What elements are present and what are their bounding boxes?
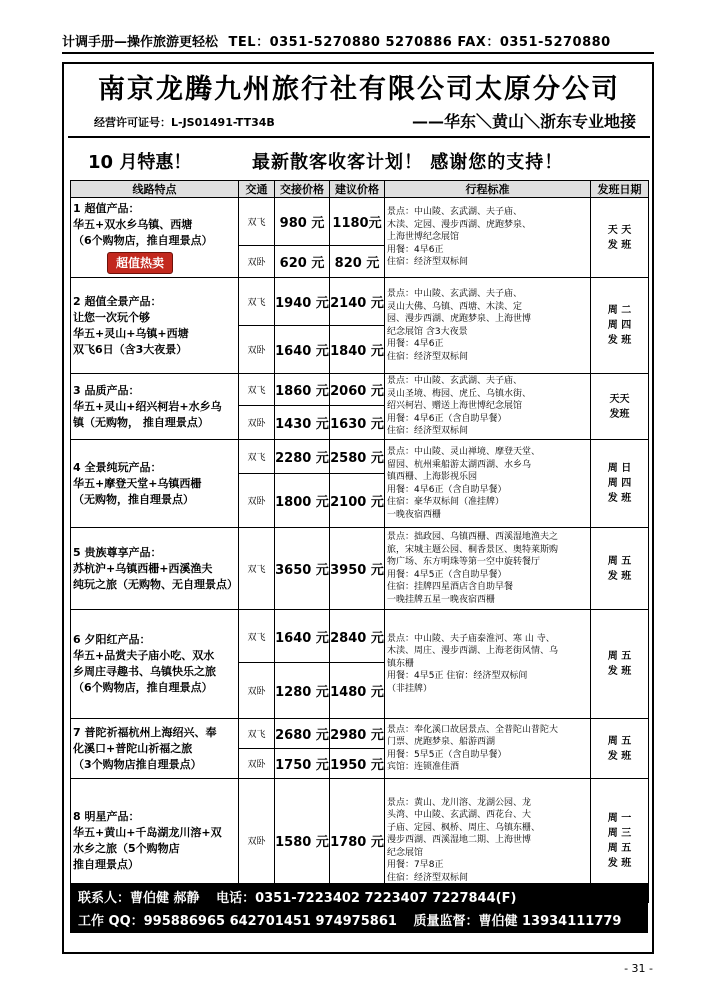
col-header-transport: 交通 (239, 181, 275, 198)
trade-price: 1860 元 (275, 374, 330, 406)
route-name-text: 7 普陀祈福杭州上海绍兴、奉 化溪口+普陀山祈福之旅 （3个购物店推自理景点） (73, 725, 217, 771)
trade-price: 1280 元 (275, 663, 330, 719)
table-row (71, 198, 649, 246)
route-name (71, 610, 239, 719)
col-header-itinerary: 行程标准 (385, 181, 591, 198)
footer-line-2 (78, 910, 621, 929)
transport-mode: 双卧 (239, 246, 275, 278)
promo-month: 10 月特惠！ (88, 152, 192, 173)
trade-price: 2280 元 (275, 440, 330, 474)
transport-mode: 双飞 (239, 198, 275, 246)
suggested-price: 1950 元 (330, 749, 385, 779)
route-name-text: 5 贵族尊享产品： 苏杭沪+乌镇西栅+西溪渔夫 纯玩之旅（无购物、无自理景点） (73, 545, 238, 591)
route-name-text: 4 全景纯玩产品： 华五+摩登天堂+乌镇西栅 （无购物，推自理景点） (73, 460, 202, 506)
transport-mode: 双飞 (239, 719, 275, 749)
trade-price: 620 元 (275, 246, 330, 278)
departure-days: 周 五 发 班 (591, 719, 649, 779)
suggested-price: 3950 元 (330, 528, 385, 610)
trade-price: 1750 元 (275, 749, 330, 779)
col-header-route: 线路特点 (71, 181, 239, 198)
suggested-price: 2060 元 (330, 374, 385, 406)
routes-table (70, 180, 649, 903)
contact-footer (70, 883, 648, 933)
table-header-row (71, 181, 649, 198)
suggested-price: 1180元 (330, 198, 385, 246)
suggested-price: 2140 元 (330, 278, 385, 326)
itinerary-standard: 景点：中山陵、玄武湖、夫子庙、 灵山圣境、梅园、虎丘、乌镇水街、 绍兴柯岩、赠送上海世博纪念展馆 用餐：4早6正（含自助早餐） 住宿：经济型双标间 (385, 374, 591, 440)
route-name (71, 719, 239, 779)
trade-price: 980 元 (275, 198, 330, 246)
transport-mode: 双卧 (239, 663, 275, 719)
top-header-bar (62, 34, 654, 54)
promo-tagline: 最新散客收客计划！ 感谢您的支持！ (252, 152, 564, 173)
trade-price: 3650 元 (275, 528, 330, 610)
route-name-text: 2 超值全景产品： 让您一次玩个够 华五+灵山+乌镇+西塘 双飞6日（含3大夜景） (73, 294, 189, 356)
departure-days: 周 日 周 四 发 班 (591, 440, 649, 528)
route-name-text: 6 夕阳红产品： 华五+品赏夫子庙小吃、双水 乡周庄寻趣书、乌镇快乐之旅 （6个购物店，推自理景点） (73, 633, 216, 694)
departure-days: 周 五 发 班 (591, 528, 649, 610)
work-qq: 工作 QQ：995886965 642701451 974975861 (78, 914, 397, 929)
departure-days: 周 一 周 三 周 五 发 班 (591, 779, 649, 903)
itinerary-standard: 景点：中山陵、玄武湖、夫子庙、 木渎、定园、漫步西湖、虎跑梦泉、 上海世博纪念展馆 用餐：4早6正 住宿：经济型双标间 (385, 198, 591, 278)
trade-price: 2680 元 (275, 719, 330, 749)
suggested-price: 820 元 (330, 246, 385, 278)
route-name (71, 528, 239, 610)
itinerary-standard: 景点：中山陵、玄武湖、夫子庙、 灵山大佛、乌镇、西塘、木渎、定 园、漫步西湖、虎跑梦泉、上海世博 纪念展馆 含3大夜景 用餐：4早6正 住宿：经济型双标间 (385, 278, 591, 374)
departure-days: 周 二 周 四 发 班 (591, 278, 649, 374)
header-contact: TEL：0351-5270880 5270886 FAX：0351-5270880 (228, 35, 611, 50)
col-header-departure: 发班日期 (591, 181, 649, 198)
trade-price: 1940 元 (275, 278, 330, 326)
suggested-price: 1480 元 (330, 663, 385, 719)
departure-days: 天天 发班 (591, 374, 649, 440)
table-row (71, 440, 649, 474)
quality-supervisor: 质量监督：曹伯健 13934111779 (413, 914, 622, 929)
itinerary-standard: 景点：拙政园、乌镇西栅、西溪湿地渔夫之 旅，宋城主题公园、桐香景区、奥特莱斯购 物广场、东方明珠等第一空中旋转餐厅 用餐：4早5正（含自助早餐） 住宿：挂牌四星酒店含自助早餐 一晚挂牌五星一晚夜宿西栅 (385, 528, 591, 610)
table-row (71, 528, 649, 610)
route-name (71, 278, 239, 374)
route-name (71, 198, 239, 278)
contact-phone: 电话：0351-7223402 7223407 7227844(F) (216, 891, 517, 906)
transport-mode: 双飞 (239, 374, 275, 406)
departure-days: 周 五 发 班 (591, 610, 649, 719)
page-number: - 31 - (624, 962, 653, 975)
suggested-price: 1630 元 (330, 406, 385, 440)
departure-days: 天 天 发 班 (591, 198, 649, 278)
itinerary-standard: 景点：奉化溪口故居景点、全普陀山普陀大 门票、虎跑梦泉、船游西湖 用餐：5早5正（含自助早餐） 宾馆：连锁准佳酒 (385, 719, 591, 779)
transport-mode: 双卧 (239, 749, 275, 779)
transport-mode: 双卧 (239, 779, 275, 903)
transport-mode: 双飞 (239, 278, 275, 326)
table-row (71, 719, 649, 749)
route-name (71, 374, 239, 440)
header-slogan: 计调手册—操作旅游更轻松 (62, 35, 219, 50)
trade-price: 1580 元 (275, 779, 330, 903)
trade-price: 1640 元 (275, 610, 330, 663)
transport-mode: 双卧 (239, 326, 275, 374)
route-name-text: 1 超值产品： 华五+双水乡乌镇、西塘 （6个购物店，推自理景点） (73, 202, 213, 247)
suggested-price: 2580 元 (330, 440, 385, 474)
suggested-price: 1780 元 (330, 779, 385, 903)
suggested-price: 2980 元 (330, 719, 385, 749)
itinerary-standard: 景点：中山陵、夫子庙泰淮河、寒 山 寺、 木渎、周庄、漫步西湖、上海老街风情、乌 镇东栅 用餐：4早5正 住宿：经济型双标间 （非挂牌） (385, 610, 591, 719)
page-frame (62, 62, 654, 954)
col-header-suggested-price: 建议价格 (330, 181, 385, 198)
company-specialty: ——华东＼黄山＼浙东专业地接 (411, 112, 636, 131)
trade-price: 1430 元 (275, 406, 330, 440)
suggested-price: 1840 元 (330, 326, 385, 374)
contact-person: 联系人：曹伯健 郝静 (78, 891, 200, 906)
suggested-price: 2840 元 (330, 610, 385, 663)
hot-sale-badge: 超值热卖 (107, 252, 173, 274)
route-name-text: 8 明星产品： 华五+黄山+千岛湖龙川溶+双 水乡之旅（5个购物店 推自理景点） (73, 809, 222, 871)
trade-price: 1640 元 (275, 326, 330, 374)
table-row (71, 278, 649, 326)
suggested-price: 2100 元 (330, 474, 385, 528)
col-header-trade-price: 交接价格 (275, 181, 330, 198)
transport-mode: 双卧 (239, 406, 275, 440)
trade-price: 1800 元 (275, 474, 330, 528)
transport-mode: 双飞 (239, 528, 275, 610)
route-name-text: 3 品质产品： 华五+灵山+绍兴柯岩+水乡乌 镇（无购物， 推自理景点） (73, 383, 222, 429)
company-name: 南京龙腾九州旅行社有限公司太原分公司 (98, 74, 620, 105)
route-name (71, 440, 239, 528)
itinerary-standard: 景点：黄山、龙川溶、龙湖公园、龙 头湾、中山陵、玄武湖、西花台、大 子庙、定园、枫桥、周庄、乌镇东栅、 漫步西湖、西溪湿地二期、上海世博 纪念展馆 用餐：7早8正 住宿：经济型双标间 (385, 779, 591, 903)
table-row (71, 610, 649, 663)
header-divider (68, 136, 650, 138)
transport-mode: 双飞 (239, 440, 275, 474)
table-row (71, 374, 649, 406)
license-number: 经营许可证号：L-JS01491-TT34B (94, 116, 275, 129)
footer-line-1 (78, 887, 516, 906)
transport-mode: 双飞 (239, 610, 275, 663)
transport-mode: 双卧 (239, 474, 275, 528)
itinerary-standard: 景点：中山陵、灵山禅境、摩登天堂、 留园、杭州乘船游太湖西湖、水乡乌 镇西栅、上海影视乐园 用餐：4早6正（含自助早餐） 住宿：豪华双标间（准挂牌） 一晚夜宿西栅 (385, 440, 591, 528)
